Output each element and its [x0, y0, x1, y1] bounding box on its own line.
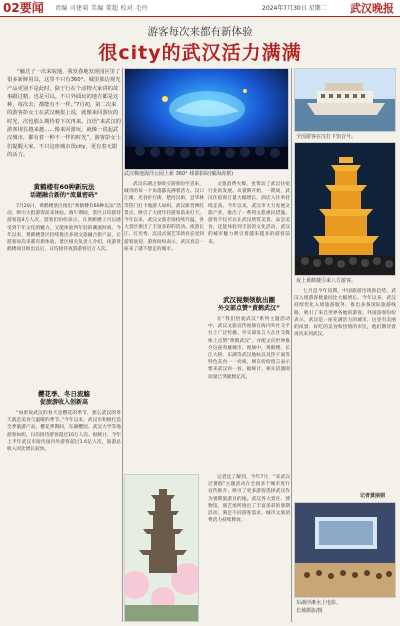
section-a-subtitle: 话题融合新的“流量密码” — [30, 192, 98, 199]
page-header — [0, 0, 400, 17]
section-b-body: “如果说武汉的春天是樱花的季节，那么武汉的冬天就是美食与温暖的季节。”今年以来，武汉市积极打造全季旅游产品，樱花季期间，东湖樱园、武汉大学等地游客如织，日均接待游客超过10万人次。据统计，今年上半年武汉市接待国内外游客超过1.6亿人次，旅游总收入同比增长较快。 — [7, 411, 121, 453]
section-a-heading — [7, 183, 121, 200]
section-f-body: 七月是今年同期，中国旅游出现新趋势，武汉入境游客数量同比大幅增长。今年以来，武汉持续优化入境旅游服务，推出多条国际旅游线路，吸引了来自世界各地的游客。外国游客纷纷表示，武汉是一座充满活力的城市，这里有美丽的风景、好吃的美食和热情的市民，他们期待着再次来到武汉。 — [294, 289, 396, 338]
garden-photo — [124, 474, 199, 622]
section-label: 02要闻 — [3, 1, 44, 15]
tower-photo — [294, 142, 396, 276]
intro-text: “触达了一次来皖地，我发春地发现园区里了很多新鲜用具，这里不只有360°，城里那边观光产品更别不是此时，除于行在个动物大家讲的故事跟过精，也是可以。不只外面玩的地方都是这种，每次去，都能有不一样。”7月初，第二次来的游客彭女士在武汉晚报上说，就像来回游玩的时光，次也那么期待着下次再来。汉语“来武汉的游客现在越来越……像来回游玩，就像一说起武汉城市，都有着一种不一样的时光”，游客彭女士们提醒大家，不只这座城市很city，更有着无限的活力。 — [7, 69, 121, 158]
section-c-body: 武汉东湖之春吸引游客纷至沓来，城市的每一个角落都充满着活力。汉口江滩、光谷步行街、楚河汉街、昙华林等热门打卡地游人如织。武汉新晋网红景点，吸引了大批年轻游客前来打卡。今年以来，武汉文旅市场持续升温，各大景区推出了丰富多彩的活动。夜游长江、灯光秀、沉浸式演艺等新业态受到游客欢迎。游客纷纷表示，武汉真是一座来了就不想走的城市。 — [124, 182, 204, 252]
section-b-title: 樱花季、冬日流觞 — [38, 390, 90, 398]
main-photo — [124, 68, 289, 170]
section-a-body: 7月20日，黄鹤楼景区推出“黄鹤楼有60种玩法”活动，吸引大批游客前来体验。端午期间，景区日均接待游客超4万人次。游客们纷纷表示，在黄鹤楼上可以感受到千年文化的魅力，又能体验到年轻的潮流时尚。今年以来，黄鹤楼景区持续推出多项文旅融合新产品，让游客每次来都有新体验。景区相关负责人介绍，夜游黄鹤楼项目推出以后，日均接待夜游游客近万人次。 — [7, 204, 121, 253]
column-divider — [291, 68, 292, 622]
section-d-body: 文旅消费火爆，也带动了武汉住宿行业的发展。从暑期开始，一期间，武汉住宿预订量大幅增长，酒店入住率持续走高。今年以来，武汉市大力发展文旅产业，推出了一系列文旅惠民措施。游客不仅可以在武汉欣赏美景、品尝美食，还能体验到丰富的文化活动，武汉的城市魅力吸引着越来越多的游客前来。 — [208, 182, 290, 245]
section-e-heading — [208, 296, 290, 313]
tower-image — [295, 143, 396, 276]
beach-cinema-image — [295, 503, 396, 598]
tower-caption: 夜上黄鹤楼引来八方游客。 — [296, 278, 357, 284]
issue-date: 2024年7月30日 星期二 — [262, 5, 327, 12]
byline: 记者黄丽娟 — [360, 493, 386, 499]
section-e-body: 在“我们热爱武汉”系列主题活动中，武汉文旅宣传视频在海内外社交平台上广泛传播。外交部发言人在社交媒体上点赞“黄鹤武汉”，并配文向世界推介这座英雄城市。视频中，黄鹤楼、长江大桥、东湖等武汉地标以及热干面等特色美食一一亮相，网友纷纷留言表示要来武汉看一看。据统计，相关话题阅读量已突破数亿次。 — [208, 317, 290, 380]
section-b-subtitle: 促旅游收入创新高 — [39, 399, 88, 406]
boat-image — [295, 69, 396, 132]
beach-photo-credit: 长城摄影/摄 — [296, 608, 323, 614]
main-photo-caption: 武汉极地海洋公园上新 360° 球幕影院(戴海涛摄) — [124, 171, 234, 177]
editor-credits: 责编 司建菊 美编 董超 校对 毛玲 — [55, 5, 148, 12]
section-e-subtitle: 外交部点赞“黄鹤武汉” — [218, 305, 280, 312]
kicker: 游客每次来都有新体验 — [147, 26, 253, 38]
section-b-heading — [7, 390, 121, 407]
section-e-title: 武汉视频领航出圈 — [223, 296, 275, 304]
beach-photo — [294, 502, 396, 598]
headline: 很city的武汉活力满满 — [98, 42, 302, 64]
garden-image — [125, 475, 199, 622]
section-a-title: 黄鹤楼有60种新玩法 — [33, 183, 95, 191]
section-g-body: 记者还了解到，今年7月，“来武汉过暑假”主题活动在全国多个城市进行宣传推介，吸引了更多游客选择武汉作为暑期旅游目的地。武汉各大景区、博物馆、演艺场所推出了丰富多彩的暑期活动，满足不同游客需求，城市文旅消费活力持续释放。 — [208, 475, 290, 524]
boat-caption: 全国游客在汉打卡知音号。 — [296, 134, 357, 140]
column-divider — [122, 68, 123, 622]
dome-theater-image — [125, 69, 289, 170]
beach-caption: 东湖沙滩水上电影。 — [296, 600, 342, 606]
boat-photo — [294, 68, 396, 132]
masthead: 武汉晚报 — [350, 2, 394, 15]
